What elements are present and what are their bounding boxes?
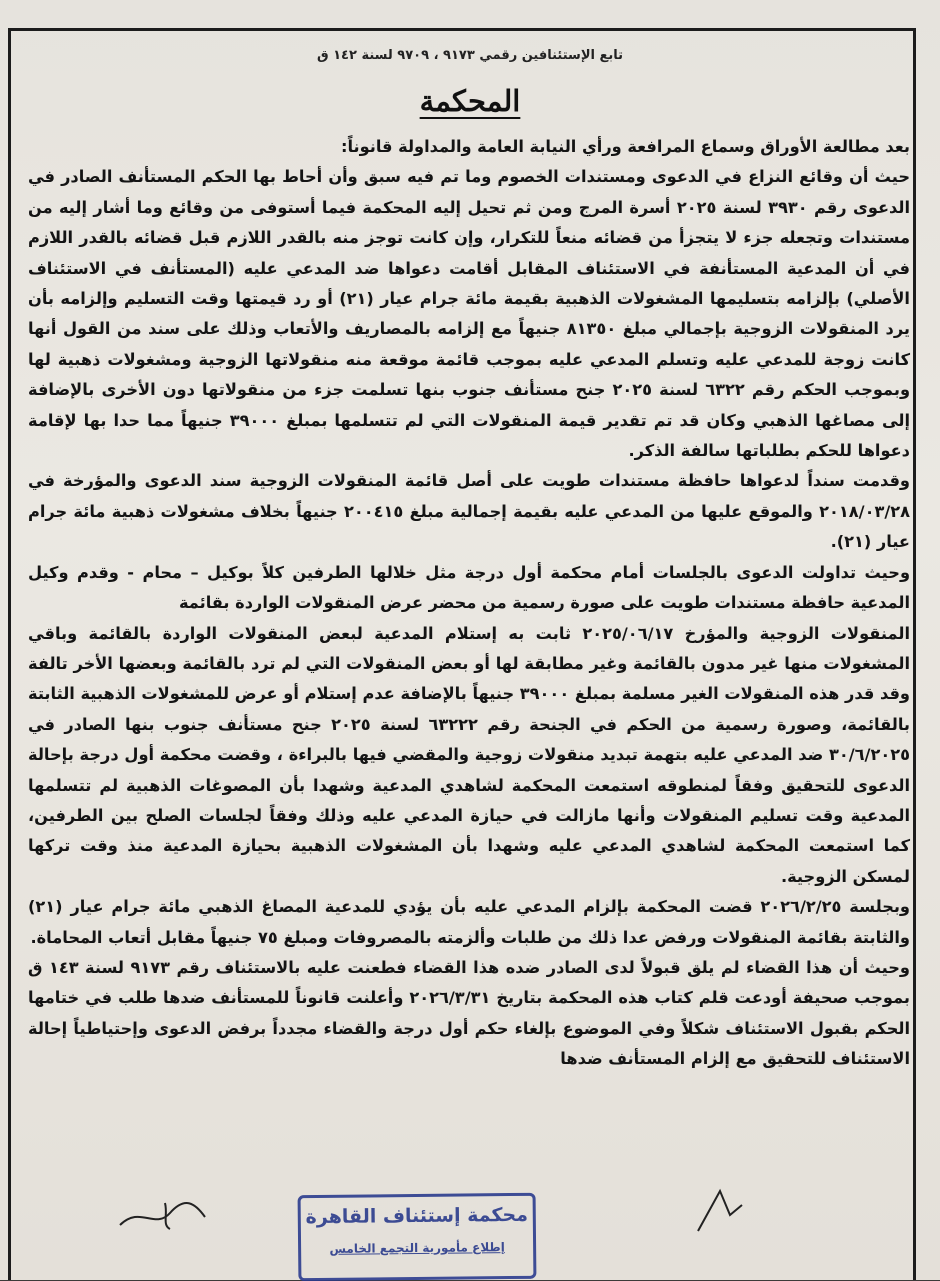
handwritten-signature-right [690, 1185, 750, 1235]
paragraph: حيث أن وقائع النزاع في الدعوى ومستندات الخصوم وما تم فيه سبق وأن أحاط بها الحكم المستأنف الصادر في الدعوى رقم ٣٩٣٠ لسنة ٢٠٢٥ أسرة المرج ومن ثم تحيل إليه المحكمة فيما أستوفى من وقائع وما أشار إليه من مستندات وتجعله جزء لا يتجزأ من قضائه منعاً للتكرار، وإن كانت توجز منه بالقدر اللازم قبل قضائه بالقدر اللازم في أن المدعية المستأنفة في الاستئناف المقابل أقامت دعواها ضد المدعي عليه (المستأنف في الاستئناف الأصلي) بإلزامه بتسليمها المشغولات الذهبية بقيمة مائة جرام عيار (٢١) أو رد قيمتها وقت التسليم وإلزامه بأن يرد المنقولات الزوجية بإجمالي مبلغ ٨١٣٥٠ جنيهاً مع إلزامه بالمصاريف والأتعاب وذلك على سند من القول أنها كانت زوجة للمدعي عليه وتسلم المدعي عليه بموجب قائمة موقعة منه منقولاتها الزوجية ومشغولات ذهبية لها وبموجب الحكم رقم ٦٣٢٢ لسنة ٢٠٢٥ جنح مستأنف جنوب بنها تسلمت جزء من منقولاتها دون الأخرى بالإضافة إلى مصاغها الذهبي وكان قد تم تقدير قيمة المنقولات التي لم تتسلمها بمبلغ ٣٩٠٠٠ جنيهاً مما حدا بها لإقامة دعواها للحكم بطلباتها سالفة الذكر. [28, 167, 911, 461]
court-stamp [298, 1193, 537, 1281]
paragraph: وحيث أن هذا القضاء لم يلق قبولاً لدى الصادر ضده هذا القضاء فطعنت عليه بالاستئناف رقم ٩١٧٣ لسنة ١٤٣ ق بموجب صحيفة أودعت قلم كتاب هذه المحكمة بتاريخ ٢٠٢٦/٣/٣١ وأعلنت قانوناً للمستأنف ضدها طلب في ختامها الحكم بقبول الاستئناف شكلاً وفي الموضوع بإلغاء حكم أول درجة والقضاء مجدداً برفض الدعوى وإحتياطياً إحالة الاستئناف للتحقيق مع إلزام المستأنف ضدها [28, 957, 911, 1069]
stamp-line-1: محكمة إستئناف القاهرة [305, 1203, 529, 1229]
paragraph: المنقولات الزوجية والمؤرخ ٢٠٢٥/٠٦/١٧ ثابت به إستلام المدعية لبعض المنقولات الواردة بالقائمة وباقي المشغولات منها غير مدون بالقائمة وغير مطابقة لها أو بعض المنقولات التي لم ترد بالقائمة وبعضها الأخر تالفة وقد قدر هذه المنقولات الغير مسلمة بمبلغ ٣٩٠٠٠ جنيهاً بالإضافة عدم إستلام أو عرض للمشغولات الذهبية الثابتة بالقائمة، وصورة رسمية من الحكم في الجنحة رقم ٦٣٢٢٢ لسنة ٢٠٢٥ جنح مستأنف جنوب بنها الصادر في ٣٠/٦/٢٠٢٥ ضد المدعي عليه بتهمة تبديد منقولات زوجية والمقضي فيها بالبراءة ، وقضت محكمة أول درجة بإحالة الدعوى للتحقيق وفقاً لمنطوقه استمعت المحكمة لشاهدي المدعية وشهدا بأن المصوغات الذهبية لم تتسلمها المدعية وقت تسليم المنقولات وأنها مازالت في حيازة المدعي عليه وذلك وفقاً لجلسات الصلح بين الطرفين، كما استمعت المحكمة لشاهدي المدعي عليه وشهدا بأن المشغولات الذهبية بحيازة المدعية منذ وقت تركها لمسكن الزوجية. [28, 623, 910, 886]
paragraph: بعد مطالعة الأوراق وسماع المرافعة ورأي النيابة العامة والمداولة قانوناً: [340, 137, 910, 156]
handwritten-signature-left [110, 1195, 230, 1235]
paragraph: وقدمت سنداً لدعواها حافظة مستندات طويت على أصل قائمة المنقولات الزوجية سند الدعوى والمؤرخة في ٢٠١٨/٠٣/٢٨ والموقع عليها من المدعي عليه بقيمة إجمالية مبلغ ٢٠٠٤١٥ جنيهاً بخلاف مشغولات ذهبية مائة جرام عيار (٢١). [28, 471, 911, 552]
paragraph: وحيث تداولت الدعوى بالجلسات أمام محكمة أول درجة مثل خلالها الطرفين كلاً بوكيل – محام - وقدم وكيل المدعية حافظة مستندات طويت على صورة رسمية من محضر عرض المنقولات الواردة بقائمة [28, 562, 910, 613]
document-body [28, 132, 910, 1075]
stamp-line-2: إطلاع مأمورية التجمع الخامس [329, 1240, 505, 1256]
case-reference-header: تابع الإستئنافين رقمي ٩١٧٣ ، ٩٧٠٩ لسنة ١٤٢ ق [316, 48, 624, 63]
paragraph: وبجلسة ٢٠٢٦/٢/٢٥ قضت المحكمة بإلزام المدعي عليه بأن يؤدي للمدعية المصاغ الذهبي مائة جرام عيار (٢١) والثابتة بقائمة المنقولات ورفض عدا ذلك من طلبات وألزمته بالمصروفات ومبلغ ٧٥ جنيهاً مقابل أتعاب المحاماة. [28, 897, 910, 947]
document-title: المحكمة [419, 84, 521, 118]
